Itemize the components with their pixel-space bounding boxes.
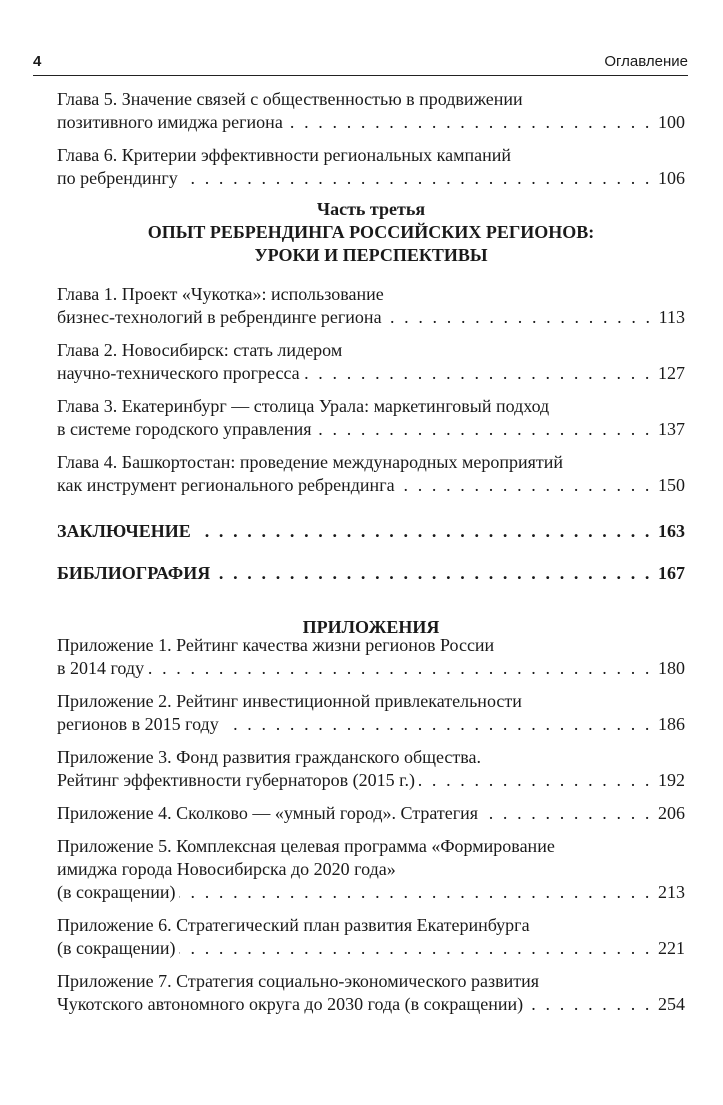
entry-last-line — [57, 167, 685, 190]
toc-entry[interactable] — [57, 690, 685, 736]
entry-line: Приложение 2. Рейтинг инвестиционной привлекательности — [57, 691, 522, 711]
entry-page-number: 113 — [658, 307, 685, 327]
toc-entry[interactable] — [57, 339, 685, 385]
dot-leader — [386, 306, 653, 329]
dot-leader — [179, 937, 652, 960]
entry-line: Приложение 1. Рейтинг качества жизни регионов России — [57, 635, 495, 655]
toc-entry[interactable] — [57, 88, 685, 134]
entry-last-line — [57, 769, 685, 792]
entry-line: Глава 4. Башкортостан: проведение международных мероприятий — [57, 452, 564, 472]
dot-leader — [182, 167, 652, 190]
entry-line: Приложение 5. Комплексная целевая программа «Формирование — [57, 836, 555, 856]
part2-tail-entries — [57, 88, 685, 190]
entry-page-number: 254 — [658, 994, 685, 1014]
appendices-heading: ПРИЛОЖЕНИЯ — [302, 617, 440, 637]
entry-title-text: регионов в 2015 году — [57, 714, 219, 734]
entry-last-line — [57, 562, 685, 585]
bibliography-entry-wrap — [57, 562, 685, 585]
entry-title-text: (в сокращении) — [57, 938, 176, 958]
toc-entry[interactable] — [57, 914, 685, 960]
entry-last-line — [57, 937, 685, 960]
entry-last-line — [57, 657, 685, 680]
entry-line: Приложение 3. Фонд развития гражданского общества. — [57, 747, 482, 767]
toc-entry[interactable] — [57, 562, 685, 585]
entry-last-line — [57, 802, 685, 825]
dot-leader — [287, 111, 652, 134]
table-of-contents — [57, 88, 685, 1016]
entry-page-number: 192 — [658, 770, 685, 790]
entry-line: Глава 5. Значение связей с общественностью в продвижении — [57, 89, 523, 109]
part3-title-line1: ОПЫТ РЕБРЕНДИНГА РОССИЙСКИХ РЕГИОНОВ: — [147, 222, 595, 242]
entry-title-text: позитивного имиджа региона — [57, 112, 283, 132]
toc-entry[interactable] — [57, 144, 685, 190]
toc-entry[interactable] — [57, 634, 685, 680]
part3-entries — [57, 283, 685, 497]
entry-title-text: по ребрендингу — [57, 168, 178, 188]
part3-title-line2: УРОКИ И ПЕРСПЕКТИВЫ — [254, 245, 488, 265]
dot-leader — [223, 713, 652, 736]
running-header — [33, 48, 688, 76]
toc-entry[interactable] — [57, 802, 685, 825]
toc-entry[interactable] — [57, 746, 685, 792]
toc-entry[interactable] — [57, 835, 685, 904]
entry-title-text: ЗАКЛЮЧЕНИЕ — [57, 521, 191, 541]
entry-last-line — [57, 993, 685, 1016]
entry-title-text: в системе городского управления — [57, 419, 312, 439]
toc-entry[interactable] — [57, 520, 685, 543]
entry-line: имиджа города Новосибирска до 2020 года» — [57, 859, 396, 879]
entry-line: Приложение 7. Стратегия социально-экономического развития — [57, 971, 539, 991]
part3-heading — [57, 198, 685, 267]
entry-last-line — [57, 520, 685, 543]
entry-page-number: 127 — [658, 363, 685, 383]
entry-page-number: 137 — [658, 419, 685, 439]
entry-page-number: 186 — [658, 714, 685, 734]
dot-leader — [482, 802, 652, 825]
part3-label: Часть третья — [316, 199, 426, 219]
dot-leader — [179, 881, 652, 904]
dot-leader — [195, 520, 652, 543]
dot-leader — [214, 562, 652, 585]
appendix-entries — [57, 634, 685, 1016]
entry-page-number: 106 — [658, 168, 685, 188]
entry-title-text: Приложение 4. Сколково — «умный город». Стратегия — [57, 803, 479, 823]
entry-line: Глава 6. Критерии эффективности региональных кампаний — [57, 145, 512, 165]
toc-entry[interactable] — [57, 283, 685, 329]
entry-line: Глава 1. Проект «Чукотка»: использование — [57, 284, 384, 304]
entry-title-text: в 2014 году — [57, 658, 145, 678]
entry-title-text: научно-технического прогресса — [57, 363, 300, 383]
entry-line: Глава 3. Екатеринбург — столица Урала: маркетинговый подход — [57, 396, 550, 416]
entry-page-number: 206 — [658, 803, 685, 823]
dot-leader — [304, 362, 652, 385]
toc-entry[interactable] — [57, 395, 685, 441]
entry-title-text: Рейтинг эффективности губернаторов (2015 г.) — [57, 770, 415, 790]
running-title: Оглавление — [604, 53, 688, 70]
entry-page-number: 180 — [658, 658, 685, 678]
entry-line: Приложение 6. Стратегический план развития Екатеринбурга — [57, 915, 530, 935]
entry-last-line — [57, 306, 685, 329]
dot-leader — [527, 993, 652, 1016]
entry-last-line — [57, 713, 685, 736]
entry-page-number: 221 — [658, 938, 685, 958]
dot-leader — [399, 474, 652, 497]
dot-leader — [419, 769, 652, 792]
entry-title-text: БИБЛИОГРАФИЯ — [57, 563, 211, 583]
entry-title-text: Чукотского автономного округа до 2030 года (в сокращении) — [57, 994, 524, 1014]
page-number: 4 — [33, 53, 42, 70]
entry-title-text: как инструмент регионального ребрендинга — [57, 475, 395, 495]
entry-page-number: 163 — [658, 521, 685, 541]
dot-leader — [316, 418, 652, 441]
conclusion-entry-wrap — [57, 520, 685, 543]
entry-last-line — [57, 362, 685, 385]
toc-entry[interactable] — [57, 970, 685, 1016]
entry-page-number: 213 — [658, 882, 685, 902]
dot-leader — [148, 657, 652, 680]
entry-title-text: бизнес-технологий в ребрендинге региона — [57, 307, 382, 327]
entry-line: Глава 2. Новосибирск: стать лидером — [57, 340, 343, 360]
entry-last-line — [57, 474, 685, 497]
entry-page-number: 100 — [658, 112, 685, 132]
entry-last-line — [57, 881, 685, 904]
entry-last-line — [57, 418, 685, 441]
toc-entry[interactable] — [57, 451, 685, 497]
entry-page-number: 150 — [658, 475, 685, 495]
entry-title-text: (в сокращении) — [57, 882, 176, 902]
entry-page-number: 167 — [658, 563, 685, 583]
entry-last-line — [57, 111, 685, 134]
